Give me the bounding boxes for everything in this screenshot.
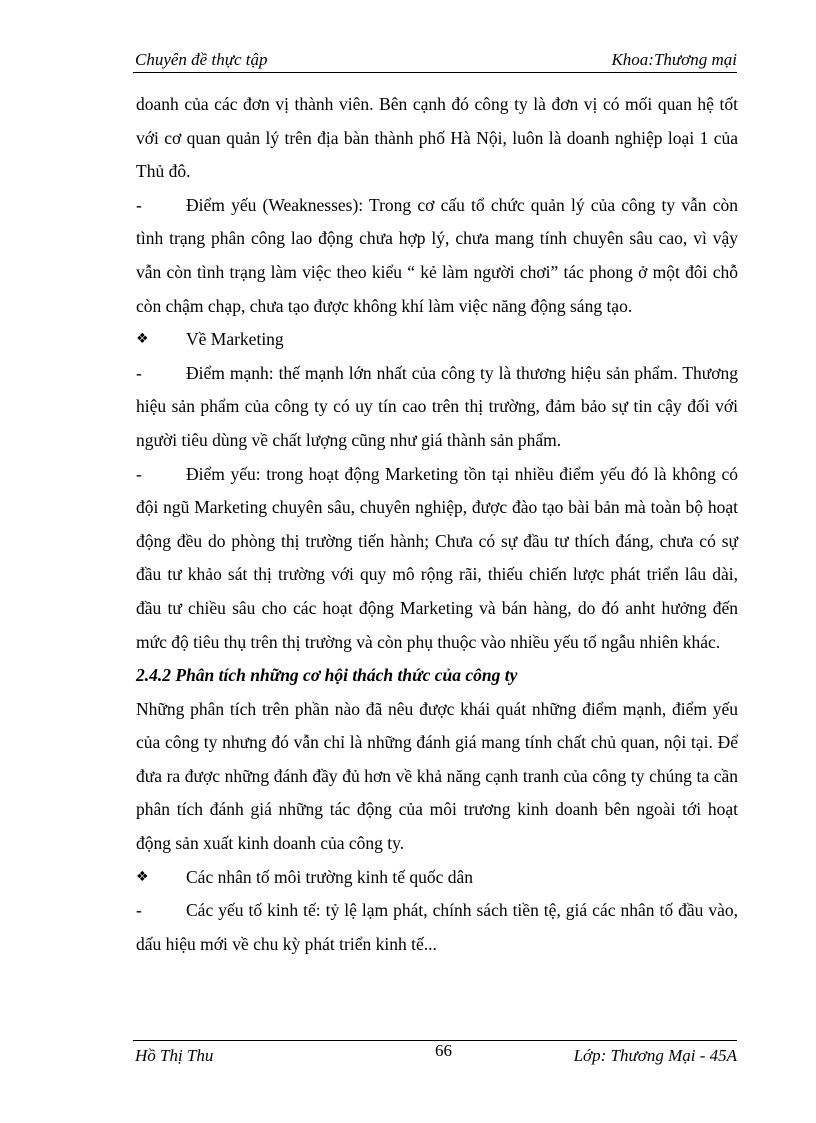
paragraph-analysis: Những phân tích trên phần nào đã nêu được khái quát những điểm mạnh, điểm yếu của công ty nhưng đó vẫn chỉ là những đánh giá mang tính chất chủ quan, nội tại. Để đưa ra được những đánh đầy đủ hơn về khả năng cạnh tranh của công ty chúng ta cần phân tích đánh giá những tác động của môi trương kinh doanh bên ngoài tới hoạt động sản xuất kinh doanh của công ty. [136,698,738,854]
paragraph-weaknesses [136,189,738,323]
footer-class: Lớp: Thương Mại - 45A [573,1046,737,1065]
weaknesses-text: Điểm yếu (Weaknesses): Trong cơ cấu tổ chức quản lý của công ty vẫn còn tình trạng phân công lao động chưa hợp lý, chưa mang tính chuyên sâu cao, vì vậy vẫn còn tình trạng làm việc theo kiểu “ kẻ làm người chơi” tác phong ở một đôi chỗ còn chậm chạp, chưa tạo được không khí làm việc năng động sáng tạo. [136,194,738,316]
marketing-weaknesses-text: Điểm yếu: trong hoạt động Marketing tồn tại nhiều điểm yếu đó là không có đội ngũ Marketing chuyên sâu, chuyên nghiệp, được đào tạo bài bản mà toàn bộ hoạt động đều do phòng thị trường tiến hành; Chưa có sự đầu tư thích đáng, chưa có sự đầu tư khảo sát thị trường với quy mô rộng rãi, thiếu chiến lược phát triển lâu dài, đầu tư chiều sâu cho các hoạt động Marketing và bán hàng, do đó anht hưởng đến mức độ tiêu thụ trên thị trường và còn phụ thuộc vào nhiều yếu tố ngẫu nhiên khác. [136,463,738,652]
dash-marker: - [136,362,142,383]
section-heading: 2.4.2 Phân tích những cơ hội thách thức của công ty [136,665,518,686]
diamond-bullet-icon: ❖ [136,868,149,885]
environment-heading [136,861,738,895]
page-footer [133,1040,737,1071]
page-header [133,46,737,73]
paragraph-marketing-weaknesses [136,458,738,660]
strengths-text: Điểm mạnh: thế mạnh lớn nhất của công ty là thương hiệu sản phẩm. Thương hiệu sản phẩm của công ty có uy tín cao trên thị trường, đảm bảo sự tin cậy đối với người tiêu dùng về chất lượng cũng như giá thành sản phẩm. [136,362,738,450]
paragraph-intro: doanh của các đơn vị thành viên. Bên cạnh đó công ty là đơn vị có mối quan hệ tốt với cơ quan quản lý trên địa bàn thành phố Hà Nội, luôn là doanh nghiệp loại 1 của Thủ đô. [136,94,738,182]
header-right-text: Khoa:Thương mại [611,50,737,69]
paragraph-strengths [136,357,738,458]
page-number: 66 [435,1041,452,1060]
dash-marker: - [136,194,142,215]
marketing-title: Về Marketing [186,329,284,350]
economic-factors-text: Các yếu tố kinh tế: tỷ lệ lạm phát, chính sách tiền tệ, giá các nhân tố đầu vào, dấu hiệu mới về chu kỳ phát triển kinh tế... [136,900,738,954]
page-body [136,88,738,961]
footer-author: Hồ Thị Thu [135,1046,214,1065]
marketing-heading [136,323,738,357]
dash-marker: - [136,463,142,484]
diamond-bullet-icon: ❖ [136,331,149,348]
header-left-text: Chuyên đề thực tập [135,50,268,69]
dash-marker: - [136,900,142,921]
paragraph-economic-factors [136,894,738,961]
environment-title: Các nhân tố môi trường kinh tế quốc dân [186,866,474,887]
